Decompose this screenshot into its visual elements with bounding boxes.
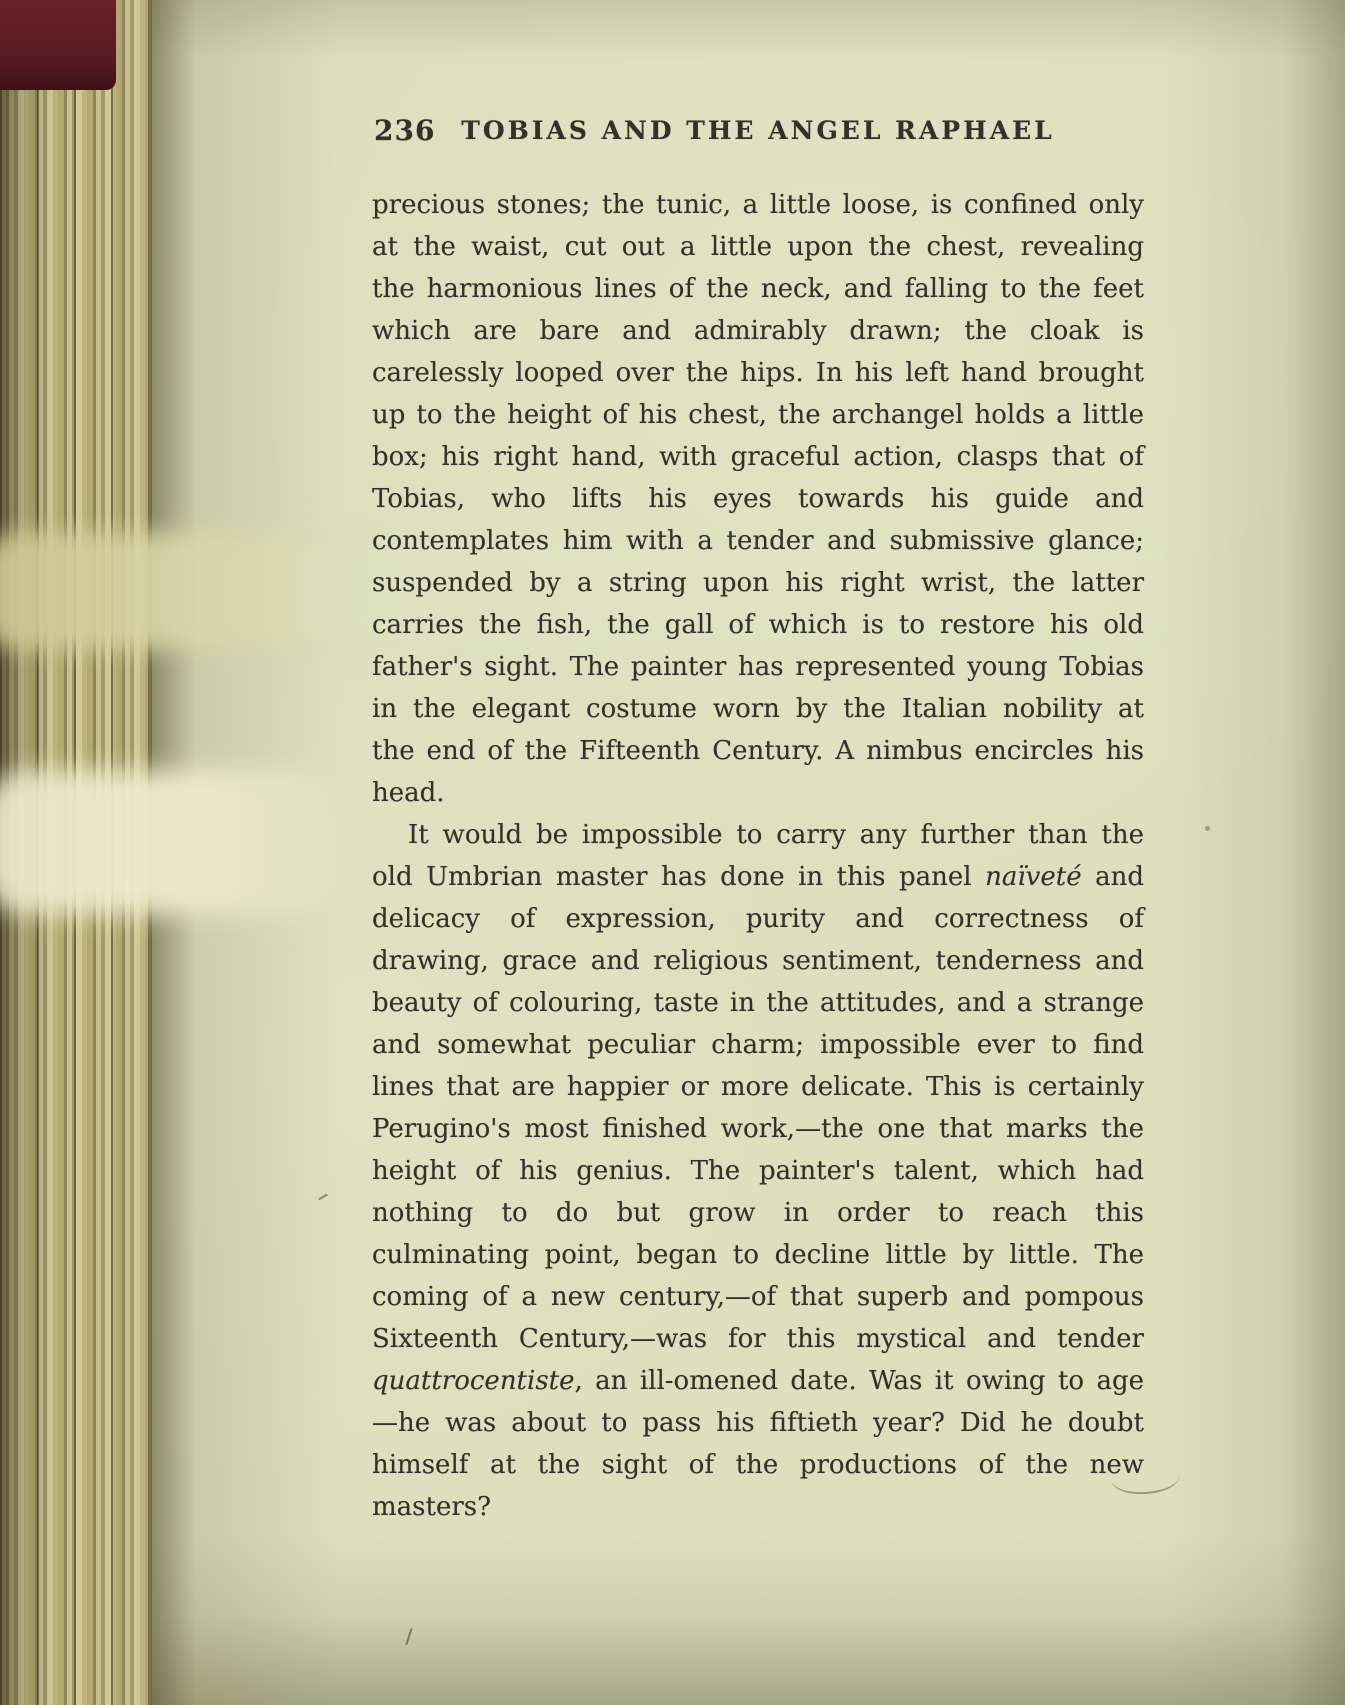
text-run: It would be impossible to carry any further than the old Umbrian master has done in this panel [372,820,1144,892]
paragraph [372,814,1144,1528]
paragraph [372,184,1144,814]
text-run: and delicacy of expression, purity and correctness of drawing, grace and religious sentiment, tenderness and beauty of colouring, taste in the attitudes, and a strange and somewhat peculiar charm; impossible ever to find lines that are happier or more delicate. This is certainly Perugino's most finished work,—the one that marks the height of his genius. The painter's talent, which had nothing to do but grow in order to reach this culminating point, began to decline little by little. The coming of a new century,—of that superb and pompous Sixteenth Century,—was for this mystical and tender [372,862,1145,1354]
text-run: , an ill-omened date. Was it owing to age—he was about to pass his fiftieth year? Did he doubt himself at the sight of the productions of the new masters? [372,1366,1144,1522]
text-run: precious stones; the tunic, a little loose, is confined only at the waist, cut out a little upon the chest, revealing the harmonious lines of the neck, and falling to the feet which are bare and admirably drawn; the cloak is carelessly looped over the hips. In his left hand brought up to the height of his chest, the archangel holds a little box; his right hand, with graceful action, clasps that of Tobias, who lifts his eyes towards his guide and contemplates him with a tender and submissive glance; suspended by a string upon his right wrist, the latter carries the fish, the gall of which is to restore his old father's sight. The painter has represented young Tobias in the elegant costume worn by the Italian nobility at the end of the Fifteenth Century. A nimbus encircles his head. [372,190,1144,808]
page-number: 236 [374,114,436,147]
text-column [372,116,1144,1528]
photo-blur-band [0,770,350,915]
running-header [372,116,1144,152]
italic-text-run: quattrocentiste [372,1366,575,1396]
body-text [372,184,1144,1528]
book-binding-corner [0,0,116,90]
page-flaw-mark [1205,826,1210,831]
running-title: TOBIAS AND THE ANGEL RAPHAEL [461,116,1055,145]
italic-text-run: naïveté [985,862,1082,892]
